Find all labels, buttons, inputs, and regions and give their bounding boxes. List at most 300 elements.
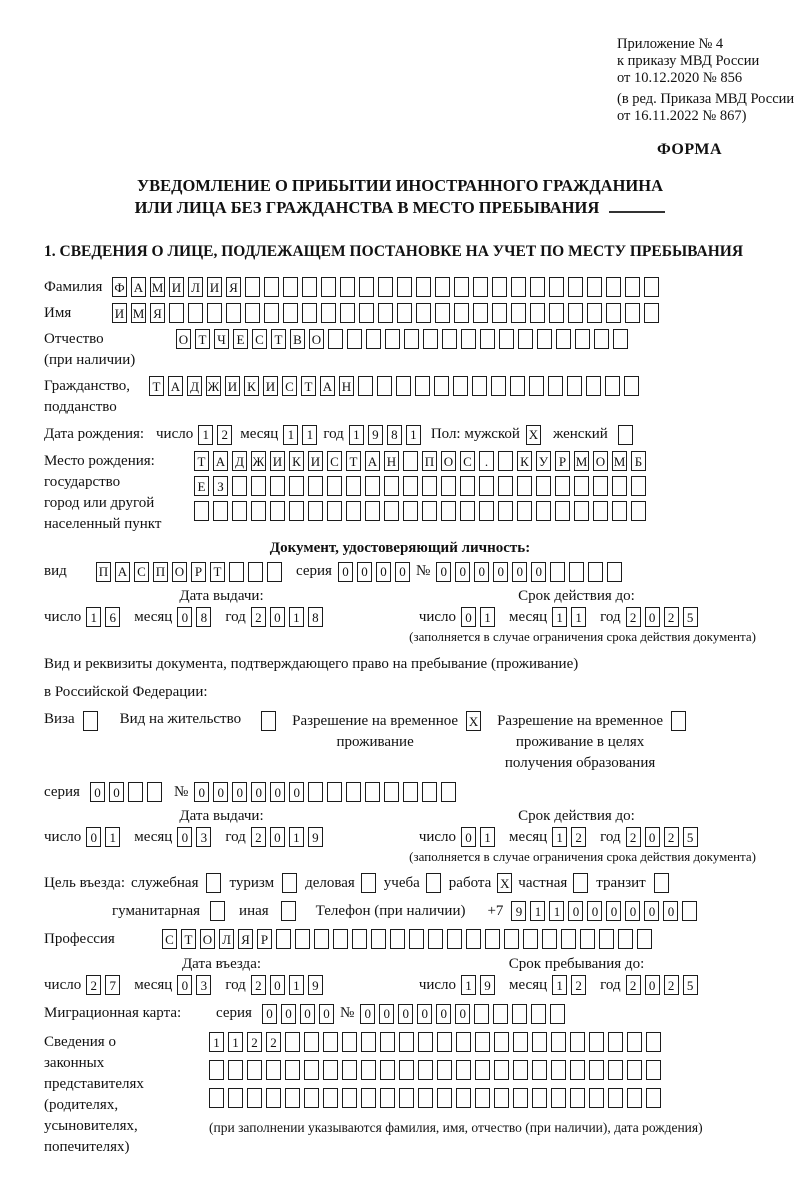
char-cell[interactable]	[403, 501, 418, 521]
char-cell[interactable]: А	[213, 451, 228, 471]
char-cell[interactable]	[551, 1060, 566, 1080]
char-cell[interactable]	[403, 782, 418, 802]
char-cell[interactable]: 0	[338, 562, 353, 582]
char-cell[interactable]	[625, 303, 640, 323]
char-cell[interactable]	[188, 303, 203, 323]
char-cell[interactable]	[266, 1060, 281, 1080]
char-cell[interactable]	[437, 1032, 452, 1052]
char-cell[interactable]: 1	[552, 975, 567, 995]
char-cell[interactable]	[646, 1032, 661, 1052]
char-cell[interactable]	[682, 901, 697, 921]
char-cell[interactable]	[361, 873, 376, 893]
char-cell[interactable]	[550, 1004, 565, 1024]
char-cell[interactable]	[475, 1060, 490, 1080]
char-cell[interactable]	[340, 277, 355, 297]
char-cell[interactable]	[228, 1060, 243, 1080]
char-cell[interactable]: У	[536, 451, 551, 471]
title-blank-line[interactable]	[609, 199, 665, 213]
char-cell[interactable]	[340, 303, 355, 323]
char-cell[interactable]	[460, 476, 475, 496]
char-cell[interactable]	[608, 1088, 623, 1108]
char-cell[interactable]: 0	[86, 827, 101, 847]
char-cell[interactable]	[551, 1088, 566, 1108]
char-cell[interactable]	[473, 277, 488, 297]
char-cell[interactable]: 5	[683, 975, 698, 995]
char-cell[interactable]	[612, 476, 627, 496]
char-cell[interactable]: М	[574, 451, 589, 471]
char-cell[interactable]	[510, 376, 525, 396]
char-cell[interactable]: 3	[196, 975, 211, 995]
char-cell[interactable]	[504, 929, 519, 949]
char-cell[interactable]: Т	[301, 376, 316, 396]
char-cell[interactable]	[498, 476, 513, 496]
char-cell[interactable]	[475, 1032, 490, 1052]
char-cell[interactable]	[342, 1060, 357, 1080]
char-cell[interactable]	[422, 782, 437, 802]
char-cell[interactable]: М	[131, 303, 146, 323]
char-cell[interactable]: 2	[571, 827, 586, 847]
char-cell[interactable]: 0	[398, 1004, 413, 1024]
char-cell[interactable]	[270, 476, 285, 496]
char-cell[interactable]	[555, 501, 570, 521]
char-cell[interactable]: 1	[530, 901, 545, 921]
char-cell[interactable]: 2	[86, 975, 101, 995]
char-cell[interactable]	[637, 929, 652, 949]
char-cell[interactable]: 0	[213, 782, 228, 802]
char-cell[interactable]: О	[309, 329, 324, 349]
char-cell[interactable]	[513, 1060, 528, 1080]
char-cell[interactable]: 1	[571, 607, 586, 627]
char-cell[interactable]	[556, 329, 571, 349]
char-cell[interactable]: А	[168, 376, 183, 396]
char-cell[interactable]	[210, 901, 225, 921]
char-cell[interactable]: 0	[177, 607, 192, 627]
char-cell[interactable]	[399, 1032, 414, 1052]
char-cell[interactable]: К	[517, 451, 532, 471]
char-cell[interactable]: 2	[251, 607, 266, 627]
char-cell[interactable]	[264, 303, 279, 323]
char-cell[interactable]	[569, 562, 584, 582]
char-cell[interactable]	[321, 277, 336, 297]
char-cell[interactable]	[377, 376, 392, 396]
char-cell[interactable]: 1	[461, 975, 476, 995]
char-cell[interactable]: 0	[645, 607, 660, 627]
char-cell[interactable]: Ж	[206, 376, 221, 396]
char-cell[interactable]	[359, 277, 374, 297]
char-cell[interactable]	[229, 562, 244, 582]
char-cell[interactable]	[304, 1032, 319, 1052]
char-cell[interactable]	[285, 1060, 300, 1080]
char-cell[interactable]: И	[308, 451, 323, 471]
char-cell[interactable]	[423, 329, 438, 349]
char-cell[interactable]: 0	[625, 901, 640, 921]
char-cell[interactable]: Я	[226, 277, 241, 297]
char-cell[interactable]: 2	[626, 607, 641, 627]
char-cell[interactable]: Т	[194, 451, 209, 471]
char-cell[interactable]: 0	[395, 562, 410, 582]
char-cell[interactable]	[232, 501, 247, 521]
char-cell[interactable]: 2	[217, 425, 232, 445]
char-cell[interactable]	[586, 376, 601, 396]
char-cell[interactable]: 0	[512, 562, 527, 582]
char-cell[interactable]	[283, 303, 298, 323]
char-cell[interactable]: 8	[387, 425, 402, 445]
char-cell[interactable]	[285, 1032, 300, 1052]
char-cell[interactable]: О	[176, 329, 191, 349]
char-cell[interactable]	[593, 476, 608, 496]
char-cell[interactable]: Т	[346, 451, 361, 471]
char-cell[interactable]	[474, 1004, 489, 1024]
char-cell[interactable]: 0	[379, 1004, 394, 1024]
char-cell[interactable]	[397, 303, 412, 323]
char-cell[interactable]	[422, 476, 437, 496]
char-cell[interactable]	[342, 1032, 357, 1052]
char-cell[interactable]	[473, 303, 488, 323]
char-cell[interactable]	[426, 873, 441, 893]
char-cell[interactable]	[385, 329, 400, 349]
char-cell[interactable]	[523, 929, 538, 949]
char-cell[interactable]	[281, 901, 296, 921]
char-cell[interactable]: 1	[552, 607, 567, 627]
char-cell[interactable]: С	[327, 451, 342, 471]
char-cell[interactable]	[654, 873, 669, 893]
char-cell[interactable]	[599, 929, 614, 949]
char-cell[interactable]	[551, 1032, 566, 1052]
char-cell[interactable]: 1	[228, 1032, 243, 1052]
char-cell[interactable]	[328, 329, 343, 349]
char-cell[interactable]	[358, 376, 373, 396]
char-cell[interactable]	[589, 1032, 604, 1052]
char-cell[interactable]	[494, 1060, 509, 1080]
char-cell[interactable]	[570, 1088, 585, 1108]
char-cell[interactable]: З	[213, 476, 228, 496]
char-cell[interactable]	[542, 929, 557, 949]
char-cell[interactable]: 1	[349, 425, 364, 445]
char-cell[interactable]	[494, 1032, 509, 1052]
char-cell[interactable]: П	[96, 562, 111, 582]
char-cell[interactable]: 9	[480, 975, 495, 995]
char-cell[interactable]	[441, 501, 456, 521]
char-cell[interactable]	[333, 929, 348, 949]
char-cell[interactable]: И	[225, 376, 240, 396]
char-cell[interactable]	[397, 277, 412, 297]
char-cell[interactable]: К	[244, 376, 259, 396]
char-cell[interactable]	[532, 1060, 547, 1080]
char-cell[interactable]	[428, 929, 443, 949]
char-cell[interactable]	[575, 329, 590, 349]
char-cell[interactable]	[532, 1088, 547, 1108]
char-cell[interactable]	[128, 782, 143, 802]
char-cell[interactable]: А	[131, 277, 146, 297]
char-cell[interactable]	[454, 303, 469, 323]
char-cell[interactable]	[536, 476, 551, 496]
char-cell[interactable]	[587, 303, 602, 323]
char-cell[interactable]	[580, 929, 595, 949]
char-cell[interactable]	[261, 711, 276, 731]
char-cell[interactable]: 1	[302, 425, 317, 445]
char-cell[interactable]	[308, 501, 323, 521]
char-cell[interactable]: 7	[105, 975, 120, 995]
char-cell[interactable]	[399, 1088, 414, 1108]
char-cell[interactable]: С	[460, 451, 475, 471]
char-cell[interactable]: П	[422, 451, 437, 471]
char-cell[interactable]: 0	[270, 607, 285, 627]
char-cell[interactable]	[568, 303, 583, 323]
char-cell[interactable]: С	[162, 929, 177, 949]
char-cell[interactable]: 2	[251, 827, 266, 847]
char-cell[interactable]	[494, 1088, 509, 1108]
char-cell[interactable]	[308, 476, 323, 496]
char-cell[interactable]	[485, 929, 500, 949]
char-cell[interactable]	[346, 782, 361, 802]
char-cell[interactable]: 0	[281, 1004, 296, 1024]
char-cell[interactable]	[646, 1088, 661, 1108]
char-cell[interactable]: Т	[181, 929, 196, 949]
char-cell[interactable]: 0	[270, 782, 285, 802]
char-cell[interactable]: 0	[270, 827, 285, 847]
char-cell[interactable]	[418, 1060, 433, 1080]
char-cell[interactable]	[264, 277, 279, 297]
char-cell[interactable]: 0	[360, 1004, 375, 1024]
char-cell[interactable]	[266, 1088, 281, 1108]
char-cell[interactable]	[570, 1032, 585, 1052]
char-cell[interactable]: 0	[436, 1004, 451, 1024]
char-cell[interactable]	[228, 1088, 243, 1108]
char-cell[interactable]: 6	[105, 607, 120, 627]
char-cell[interactable]: А	[115, 562, 130, 582]
char-cell[interactable]	[518, 329, 533, 349]
char-cell[interactable]: 2	[664, 975, 679, 995]
char-cell[interactable]	[511, 303, 526, 323]
char-cell[interactable]	[365, 476, 380, 496]
char-cell[interactable]: 1	[480, 607, 495, 627]
char-cell[interactable]	[378, 277, 393, 297]
char-cell[interactable]	[270, 501, 285, 521]
char-cell[interactable]: И	[207, 277, 222, 297]
char-cell[interactable]: 9	[308, 827, 323, 847]
char-cell[interactable]	[245, 303, 260, 323]
char-cell[interactable]	[83, 711, 98, 731]
char-cell[interactable]	[549, 277, 564, 297]
char-cell[interactable]: 0	[300, 1004, 315, 1024]
char-cell[interactable]: 1	[289, 607, 304, 627]
char-cell[interactable]	[568, 277, 583, 297]
char-cell[interactable]	[461, 329, 476, 349]
char-cell[interactable]	[327, 782, 342, 802]
char-cell[interactable]	[342, 1088, 357, 1108]
char-cell[interactable]	[618, 929, 633, 949]
char-cell[interactable]: 0	[232, 782, 247, 802]
char-cell[interactable]	[302, 277, 317, 297]
char-cell[interactable]	[441, 476, 456, 496]
char-cell[interactable]	[460, 501, 475, 521]
char-cell[interactable]	[456, 1088, 471, 1108]
char-cell[interactable]	[479, 501, 494, 521]
char-cell[interactable]: 9	[308, 975, 323, 995]
char-cell[interactable]: Д	[232, 451, 247, 471]
char-cell[interactable]: 0	[251, 782, 266, 802]
char-cell[interactable]	[456, 1032, 471, 1052]
char-cell[interactable]	[380, 1088, 395, 1108]
char-cell[interactable]	[536, 501, 551, 521]
char-cell[interactable]	[606, 303, 621, 323]
char-cell[interactable]: 2	[664, 827, 679, 847]
char-cell[interactable]: 0	[587, 901, 602, 921]
char-cell[interactable]: 5	[683, 827, 698, 847]
char-cell[interactable]	[573, 873, 588, 893]
char-cell[interactable]	[570, 1060, 585, 1080]
char-cell[interactable]: Р	[257, 929, 272, 949]
char-cell[interactable]: 8	[196, 607, 211, 627]
char-cell[interactable]	[454, 277, 469, 297]
char-cell[interactable]: 0	[461, 607, 476, 627]
char-cell[interactable]	[513, 1088, 528, 1108]
char-cell[interactable]: М	[150, 277, 165, 297]
char-cell[interactable]	[267, 562, 282, 582]
char-cell[interactable]	[627, 1032, 642, 1052]
char-cell[interactable]: X	[497, 873, 512, 893]
char-cell[interactable]	[493, 1004, 508, 1024]
char-cell[interactable]: Ч	[214, 329, 229, 349]
char-cell[interactable]	[247, 1060, 262, 1080]
char-cell[interactable]: 0	[606, 901, 621, 921]
char-cell[interactable]	[380, 1032, 395, 1052]
char-cell[interactable]: 2	[266, 1032, 281, 1052]
char-cell[interactable]: 0	[474, 562, 489, 582]
char-cell[interactable]: 3	[196, 827, 211, 847]
char-cell[interactable]	[512, 1004, 527, 1024]
char-cell[interactable]: Л	[219, 929, 234, 949]
char-cell[interactable]: 0	[568, 901, 583, 921]
char-cell[interactable]: 2	[626, 827, 641, 847]
char-cell[interactable]	[361, 1088, 376, 1108]
char-cell[interactable]: 1	[105, 827, 120, 847]
char-cell[interactable]	[422, 501, 437, 521]
char-cell[interactable]	[447, 929, 462, 949]
char-cell[interactable]: 0	[461, 827, 476, 847]
char-cell[interactable]	[574, 476, 589, 496]
char-cell[interactable]: Р	[555, 451, 570, 471]
char-cell[interactable]: Т	[271, 329, 286, 349]
char-cell[interactable]	[530, 303, 545, 323]
char-cell[interactable]	[390, 929, 405, 949]
char-cell[interactable]	[321, 303, 336, 323]
char-cell[interactable]: Н	[384, 451, 399, 471]
char-cell[interactable]: Д	[187, 376, 202, 396]
char-cell[interactable]: О	[172, 562, 187, 582]
char-cell[interactable]	[646, 1060, 661, 1080]
char-cell[interactable]	[475, 1088, 490, 1108]
char-cell[interactable]	[593, 501, 608, 521]
char-cell[interactable]	[594, 329, 609, 349]
char-cell[interactable]	[517, 476, 532, 496]
char-cell[interactable]: 0	[376, 562, 391, 582]
char-cell[interactable]: И	[263, 376, 278, 396]
char-cell[interactable]	[491, 376, 506, 396]
char-cell[interactable]: 8	[308, 607, 323, 627]
char-cell[interactable]	[466, 929, 481, 949]
char-cell[interactable]: 0	[177, 827, 192, 847]
char-cell[interactable]	[513, 1032, 528, 1052]
char-cell[interactable]	[295, 929, 310, 949]
char-cell[interactable]	[605, 376, 620, 396]
char-cell[interactable]: 1	[480, 827, 495, 847]
char-cell[interactable]: С	[252, 329, 267, 349]
char-cell[interactable]: Р	[191, 562, 206, 582]
char-cell[interactable]	[561, 929, 576, 949]
char-cell[interactable]: 0	[663, 901, 678, 921]
char-cell[interactable]: П	[153, 562, 168, 582]
char-cell[interactable]	[644, 303, 659, 323]
char-cell[interactable]	[409, 929, 424, 949]
char-cell[interactable]	[479, 476, 494, 496]
char-cell[interactable]: И	[270, 451, 285, 471]
char-cell[interactable]: В	[290, 329, 305, 349]
char-cell[interactable]	[435, 277, 450, 297]
char-cell[interactable]	[608, 1032, 623, 1052]
char-cell[interactable]	[607, 562, 622, 582]
char-cell[interactable]	[589, 1088, 604, 1108]
char-cell[interactable]	[285, 1088, 300, 1108]
char-cell[interactable]: 1	[209, 1032, 224, 1052]
char-cell[interactable]	[499, 329, 514, 349]
char-cell[interactable]	[574, 501, 589, 521]
char-cell[interactable]	[625, 277, 640, 297]
char-cell[interactable]: 1	[86, 607, 101, 627]
char-cell[interactable]: 1	[406, 425, 421, 445]
char-cell[interactable]	[618, 425, 633, 445]
char-cell[interactable]	[418, 1032, 433, 1052]
char-cell[interactable]	[361, 1060, 376, 1080]
char-cell[interactable]: 0	[531, 562, 546, 582]
char-cell[interactable]: 9	[368, 425, 383, 445]
char-cell[interactable]: 2	[247, 1032, 262, 1052]
char-cell[interactable]: 0	[645, 827, 660, 847]
char-cell[interactable]	[378, 303, 393, 323]
char-cell[interactable]: 1	[283, 425, 298, 445]
char-cell[interactable]	[550, 562, 565, 582]
char-cell[interactable]: Н	[339, 376, 354, 396]
char-cell[interactable]: 1	[552, 827, 567, 847]
char-cell[interactable]	[456, 1060, 471, 1080]
char-cell[interactable]: 1	[198, 425, 213, 445]
char-cell[interactable]: 0	[319, 1004, 334, 1024]
char-cell[interactable]: 2	[571, 975, 586, 995]
char-cell[interactable]	[327, 476, 342, 496]
char-cell[interactable]	[209, 1088, 224, 1108]
char-cell[interactable]	[587, 277, 602, 297]
char-cell[interactable]	[437, 1060, 452, 1080]
char-cell[interactable]	[671, 711, 686, 731]
char-cell[interactable]	[644, 277, 659, 297]
char-cell[interactable]	[403, 476, 418, 496]
char-cell[interactable]: 1	[549, 901, 564, 921]
char-cell[interactable]	[323, 1032, 338, 1052]
char-cell[interactable]	[365, 501, 380, 521]
char-cell[interactable]	[532, 1032, 547, 1052]
char-cell[interactable]	[416, 303, 431, 323]
char-cell[interactable]	[314, 929, 329, 949]
char-cell[interactable]	[453, 376, 468, 396]
char-cell[interactable]	[304, 1088, 319, 1108]
char-cell[interactable]: О	[593, 451, 608, 471]
char-cell[interactable]: 0	[493, 562, 508, 582]
char-cell[interactable]: 0	[455, 562, 470, 582]
char-cell[interactable]	[480, 329, 495, 349]
char-cell[interactable]	[251, 476, 266, 496]
char-cell[interactable]	[361, 1032, 376, 1052]
char-cell[interactable]	[631, 476, 646, 496]
